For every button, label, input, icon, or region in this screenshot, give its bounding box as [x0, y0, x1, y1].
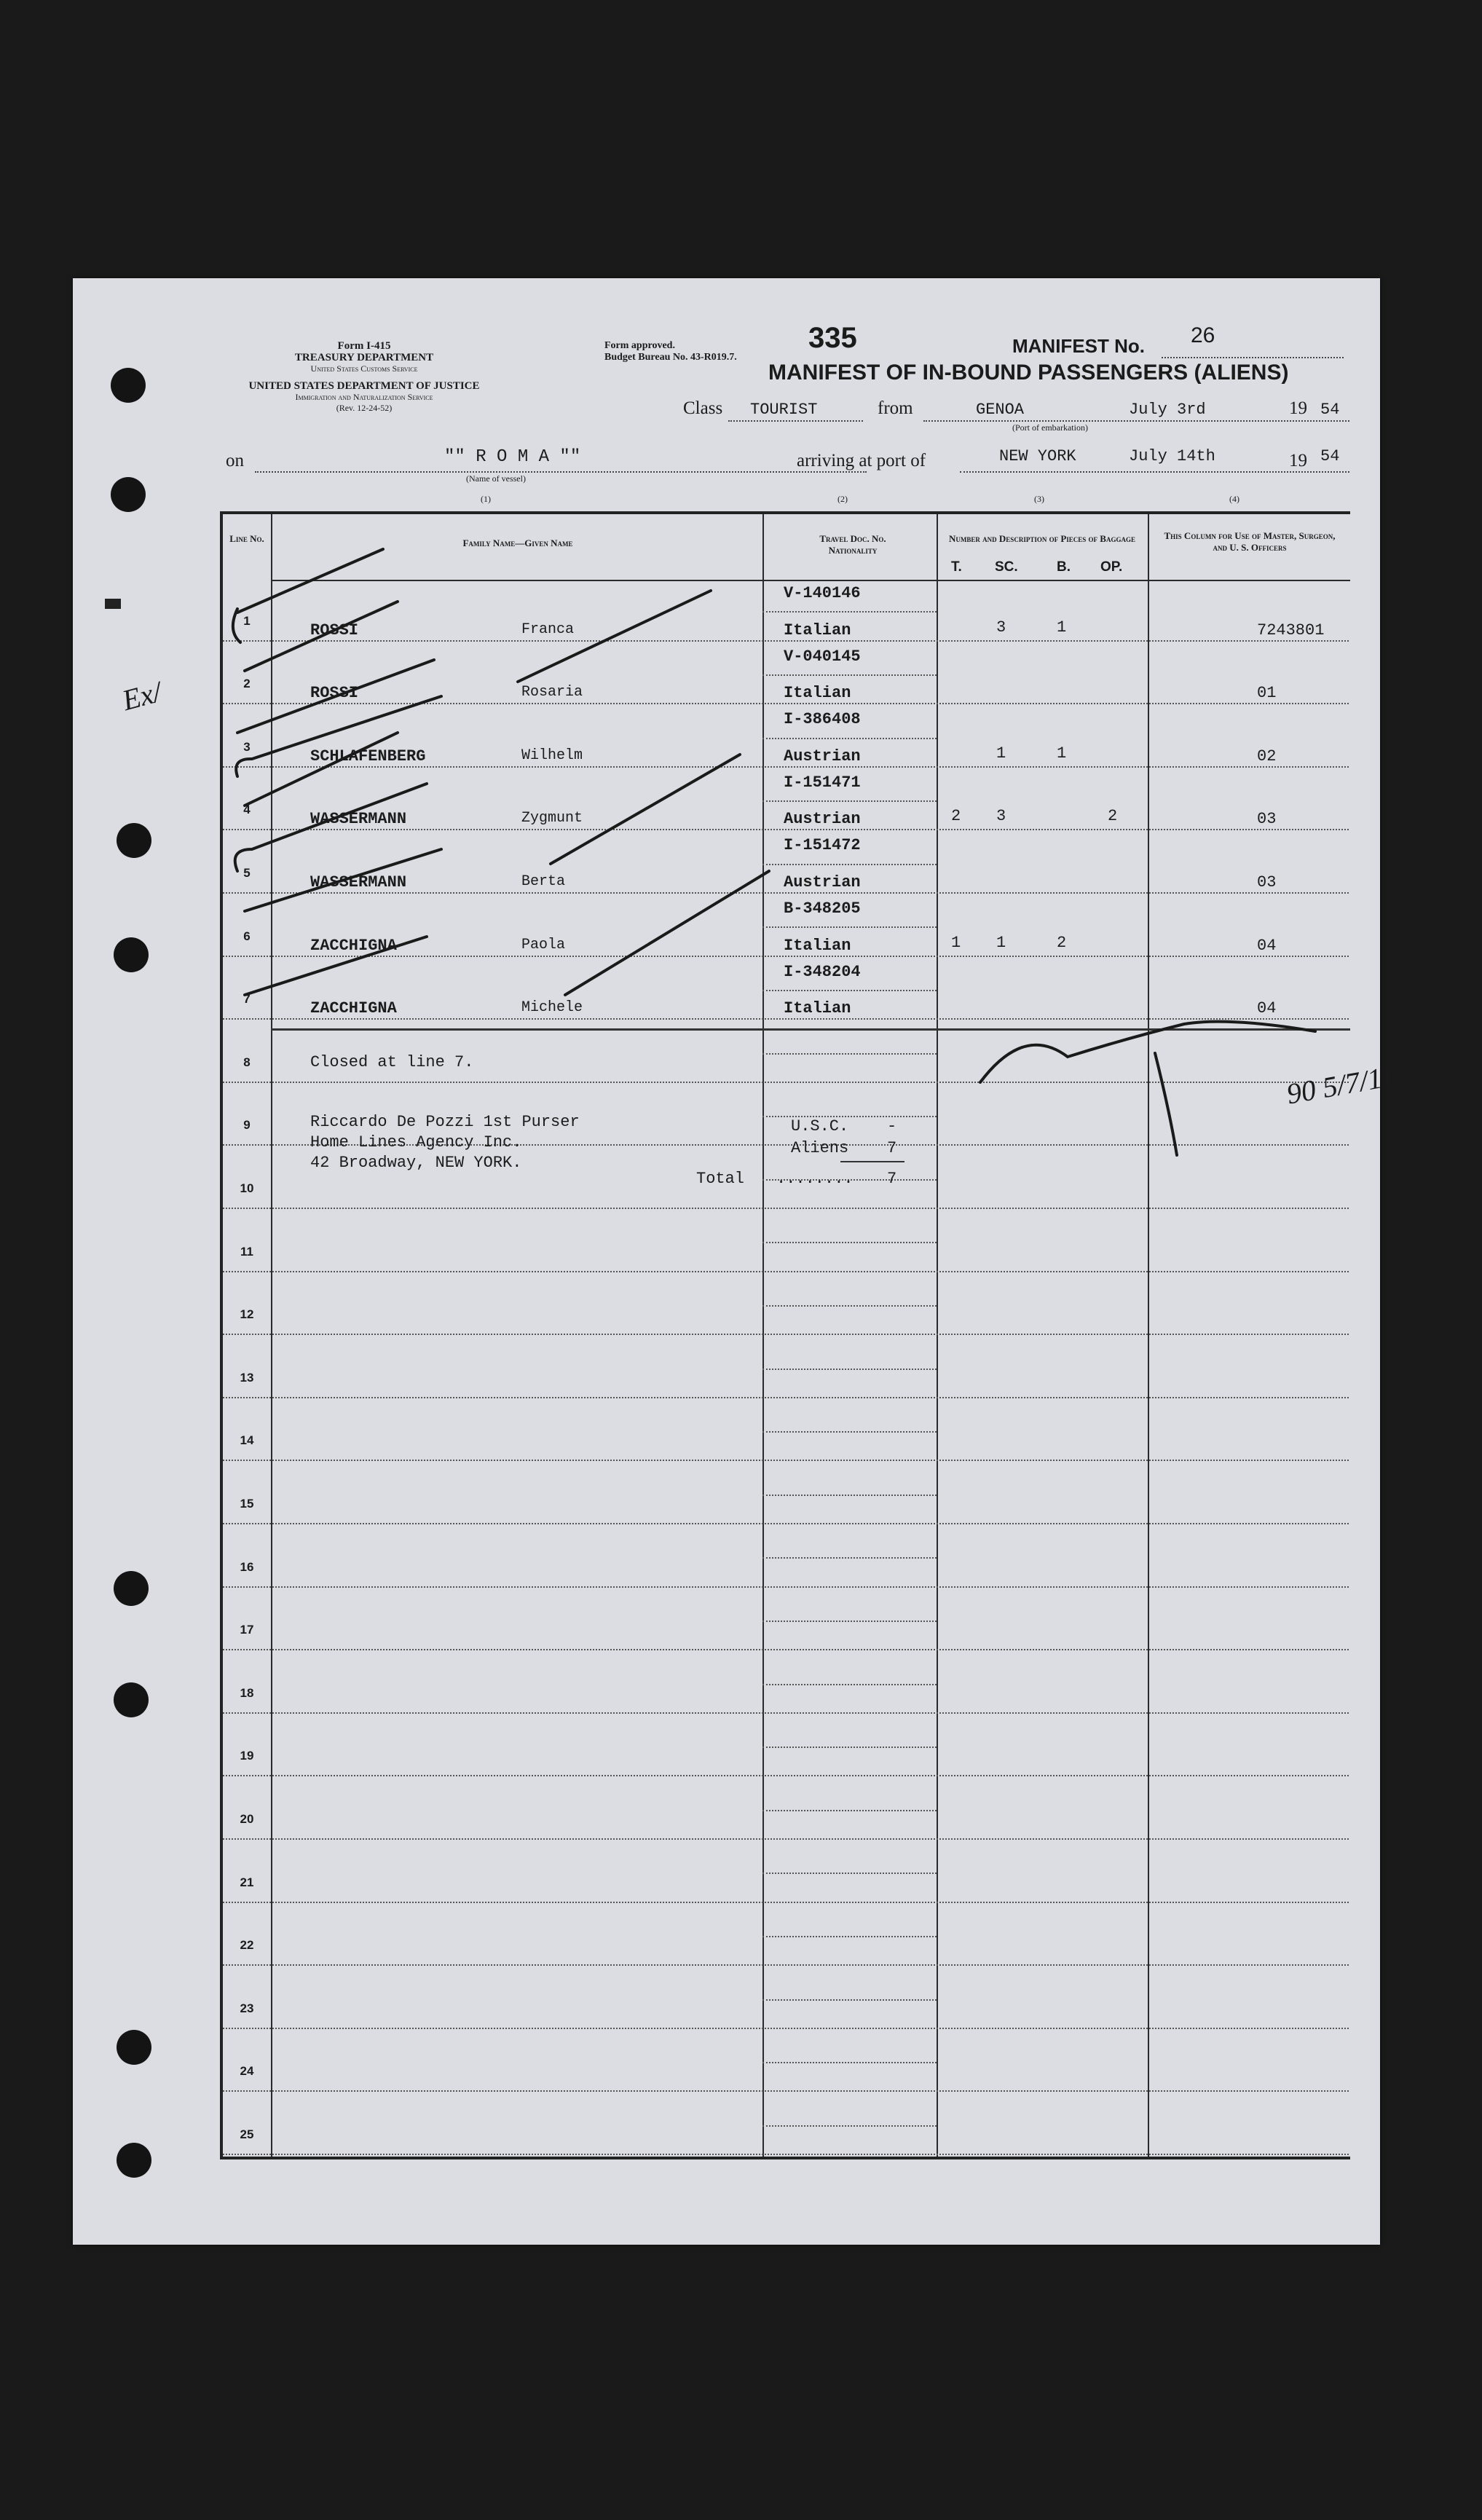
- binder-hole: [111, 477, 146, 512]
- baggage-op-count: 2: [1108, 807, 1118, 826]
- customs-service: United States Customs Service: [310, 363, 418, 374]
- family-name: SCHLAFENBERG: [310, 747, 426, 765]
- depart-year: 54: [1320, 401, 1340, 419]
- baggage-sc-count: 1: [996, 744, 1006, 763]
- class-value: TOURIST: [750, 401, 818, 419]
- embark-port: GENOA: [976, 401, 1025, 419]
- year-prefix-2: 19: [1289, 451, 1307, 470]
- officer-code: 04: [1257, 936, 1277, 955]
- baggage-sc: SC.: [995, 559, 1018, 575]
- officer-code: 03: [1257, 873, 1277, 891]
- line-number: 17: [240, 1623, 254, 1637]
- header-baggage: Number and Description of Pieces of Baggage: [949, 533, 1135, 544]
- check-marks: [223, 514, 1350, 1243]
- binder-hole: [117, 2143, 151, 2178]
- officer-code: 7243801: [1257, 621, 1325, 639]
- margin-mark: [105, 599, 121, 609]
- ins-service: Immigration and Naturalization Service: [295, 392, 433, 402]
- line-number: 3: [243, 739, 251, 754]
- line-number: 20: [240, 1812, 254, 1826]
- manifest-sheet: [73, 278, 1398, 2245]
- given-name: Wilhelm: [521, 747, 583, 764]
- header-name: Family Name—Given Name: [462, 538, 573, 548]
- travel-doc-number: I-151471: [784, 773, 861, 792]
- nationality: Italian: [784, 684, 851, 703]
- travel-doc-number: V-040145: [784, 647, 861, 666]
- arrival-year: 54: [1320, 447, 1340, 465]
- col-num-3: (3): [1034, 494, 1044, 504]
- agency-name: Home Lines Agency Inc.: [310, 1133, 522, 1151]
- margin-handwriting: Ex/: [119, 674, 165, 717]
- given-name: Berta: [521, 873, 566, 890]
- line-number: 23: [240, 2001, 254, 2015]
- purser-name: Riccardo De Pozzi 1st Purser: [310, 1113, 580, 1131]
- given-name: Michele: [521, 999, 583, 1017]
- line-number: 21: [240, 1875, 254, 1889]
- line-number: 9: [243, 1118, 251, 1133]
- baggage-op: OP.: [1100, 559, 1123, 575]
- line-number: 19: [240, 1749, 254, 1763]
- line-number: 24: [240, 2064, 254, 2079]
- line-number: 10: [240, 1181, 254, 1195]
- line-number: 25: [240, 2127, 254, 2141]
- nationality: Austrian: [784, 747, 861, 765]
- given-name: Rosaria: [521, 684, 583, 701]
- family-name: ROSSI: [310, 621, 359, 639]
- baggage-t-count: 1: [951, 933, 961, 952]
- depart-date: July 3rd: [1129, 401, 1206, 419]
- vessel-caption: (Name of vessel): [466, 473, 526, 484]
- justice-dept: UNITED STATES DEPARTMENT OF JUSTICE: [248, 380, 480, 392]
- binder-hole: [111, 368, 146, 403]
- arrival-port: NEW YORK: [999, 447, 1076, 465]
- nationality: Italian: [784, 621, 851, 639]
- family-name: ZACCHIGNA: [310, 936, 397, 955]
- officer-code: 01: [1257, 684, 1277, 703]
- binder-hole: [114, 937, 149, 972]
- col-num-1: (1): [481, 494, 491, 504]
- baggage-sc-count: 3: [996, 807, 1006, 826]
- line-number: 12: [240, 1307, 254, 1322]
- line-number: 16: [240, 1559, 254, 1574]
- baggage-b-count: 1: [1057, 744, 1067, 763]
- manifest-title: MANIFEST OF IN-BOUND PASSENGERS (ALIENS): [768, 361, 1289, 385]
- nationality: Austrian: [784, 873, 861, 891]
- manifest-label: MANIFEST No.: [1012, 335, 1145, 357]
- baggage-sc-count: 3: [996, 618, 1006, 637]
- from-label: from: [878, 398, 913, 418]
- line-number: 4: [243, 803, 251, 817]
- usc-label: U.S.C.: [791, 1117, 849, 1135]
- binder-hole: [117, 823, 151, 858]
- passenger-table: [220, 511, 1398, 2159]
- usc-value: -: [887, 1117, 897, 1135]
- form-number: Form I-415: [337, 340, 391, 352]
- aliens-label: Aliens: [791, 1139, 849, 1157]
- officer-code: 02: [1257, 747, 1277, 765]
- line-number: 8: [243, 1055, 251, 1069]
- treasury-dept: TREASURY DEPARTMENT: [294, 352, 434, 363]
- travel-doc-number: V-140146: [784, 584, 861, 602]
- arrival-date: July 14th: [1129, 447, 1215, 465]
- col-num-2: (2): [837, 494, 848, 504]
- officer-handwritten-note: 90 5/7/11: [1284, 1059, 1398, 1111]
- line-number: 15: [240, 1497, 254, 1511]
- vessel-name: "" R O M A "": [444, 447, 581, 467]
- baggage-b: B.: [1057, 559, 1071, 575]
- travel-doc-number: I-348204: [784, 962, 861, 981]
- aliens-value: 7: [887, 1139, 897, 1157]
- year-prefix: 19: [1289, 398, 1307, 418]
- nationality: Italian: [784, 999, 851, 1018]
- travel-doc-number: B-348205: [784, 899, 861, 918]
- header-officers: This Column for Use of Master, Surgeon, and U. S. Officers: [1164, 530, 1336, 553]
- line-number: 6: [243, 929, 251, 943]
- binder-hole: [114, 1571, 149, 1606]
- baggage-t: T.: [951, 559, 962, 575]
- agency-address: 42 Broadway, NEW YORK.: [310, 1154, 522, 1172]
- class-label: Class: [683, 398, 723, 418]
- given-name: Franca: [521, 621, 575, 638]
- family-name: WASSERMANN: [310, 810, 407, 829]
- given-name: Paola: [521, 936, 566, 953]
- baggage-b-count: 2: [1057, 933, 1067, 952]
- line-number: 14: [240, 1433, 254, 1448]
- form-approved: Form approved.: [604, 340, 675, 351]
- total-label: Total: [696, 1170, 745, 1188]
- form-revision: (Rev. 12-24-52): [336, 403, 393, 413]
- line-number: 7: [243, 992, 251, 1007]
- baggage-t-count: 2: [951, 807, 961, 826]
- line-number: 13: [240, 1370, 254, 1385]
- family-name: WASSERMANN: [310, 873, 407, 891]
- travel-doc-number: I-151472: [784, 836, 861, 855]
- binder-hole: [114, 1682, 149, 1717]
- embark-caption: (Port of embarkation): [1012, 422, 1088, 433]
- family-name: ROSSI: [310, 684, 359, 703]
- binder-hole: [117, 2030, 151, 2065]
- baggage-sc-count: 1: [996, 933, 1006, 952]
- line-number: 11: [240, 1244, 253, 1259]
- line-number: 22: [240, 1938, 254, 1953]
- officer-code: 04: [1257, 999, 1277, 1018]
- given-name: Zygmunt: [521, 810, 583, 827]
- page-number: 335: [808, 322, 857, 354]
- col-num-4: (4): [1229, 494, 1239, 504]
- total-value: 7: [887, 1170, 897, 1188]
- line-number: 18: [240, 1685, 254, 1700]
- line-number: 1: [243, 613, 251, 628]
- budget-bureau: Budget Bureau No. 43-R019.7.: [604, 352, 737, 363]
- baggage-b-count: 1: [1057, 618, 1067, 637]
- manifest-number: 26: [1191, 323, 1215, 347]
- family-name: ZACCHIGNA: [310, 999, 397, 1018]
- arriving-label: arriving at port of: [797, 451, 926, 470]
- nationality: Italian: [784, 936, 851, 955]
- line-number: 2: [243, 677, 251, 691]
- nationality: Austrian: [784, 810, 861, 829]
- line-number: 5: [243, 866, 251, 880]
- total-dots: ........: [776, 1170, 854, 1188]
- officer-code: 03: [1257, 810, 1277, 829]
- header-travel-doc: Travel Doc. No. Nationality: [819, 533, 886, 556]
- travel-doc-number: I-386408: [784, 710, 861, 729]
- on-label: on: [226, 451, 244, 470]
- header-line-no: Line No.: [229, 533, 264, 544]
- closed-note: Closed at line 7.: [310, 1053, 474, 1071]
